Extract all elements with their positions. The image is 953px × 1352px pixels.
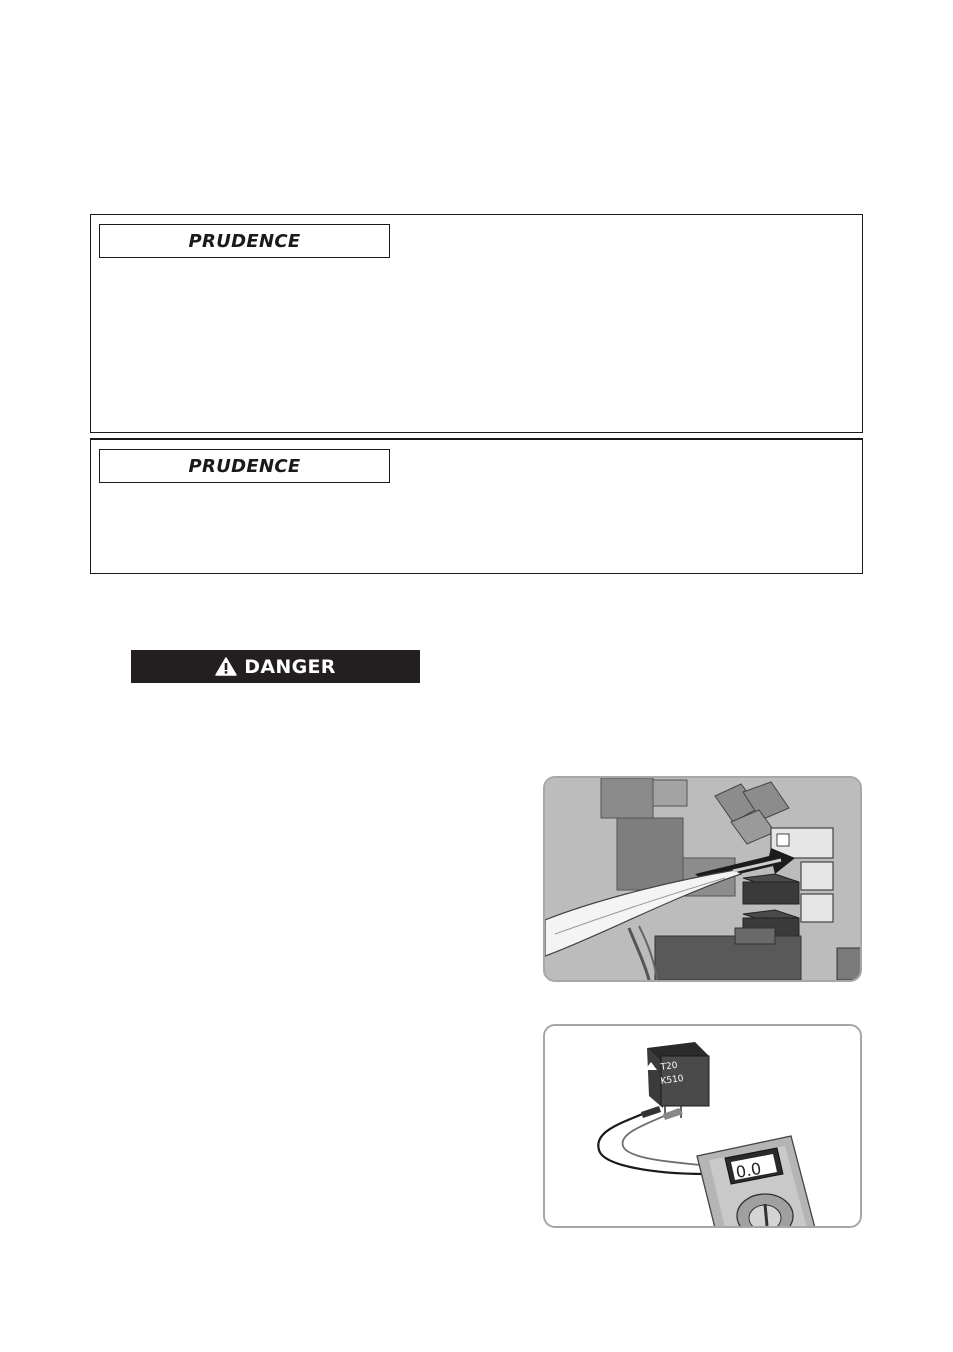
varistor-test-figure xyxy=(543,1024,862,1228)
caution-label: PRUDENCE xyxy=(99,449,390,483)
warning-triangle-icon xyxy=(215,657,237,676)
danger-label-text: DANGER xyxy=(244,655,336,678)
varistor-marking-2: K510 xyxy=(660,1073,685,1087)
screwdriver-clip-illustration xyxy=(545,778,860,980)
caution-notice-box xyxy=(90,438,863,574)
caution-notice-box xyxy=(90,214,863,433)
multimeter-display: 0.0 xyxy=(734,1158,763,1182)
multimeter-varistor-illustration xyxy=(545,1026,860,1226)
varistor-removal-figure xyxy=(543,776,862,982)
caution-label: PRUDENCE xyxy=(99,224,390,258)
varistor-marking-1: T20 xyxy=(660,1060,679,1073)
danger-label xyxy=(131,650,420,683)
